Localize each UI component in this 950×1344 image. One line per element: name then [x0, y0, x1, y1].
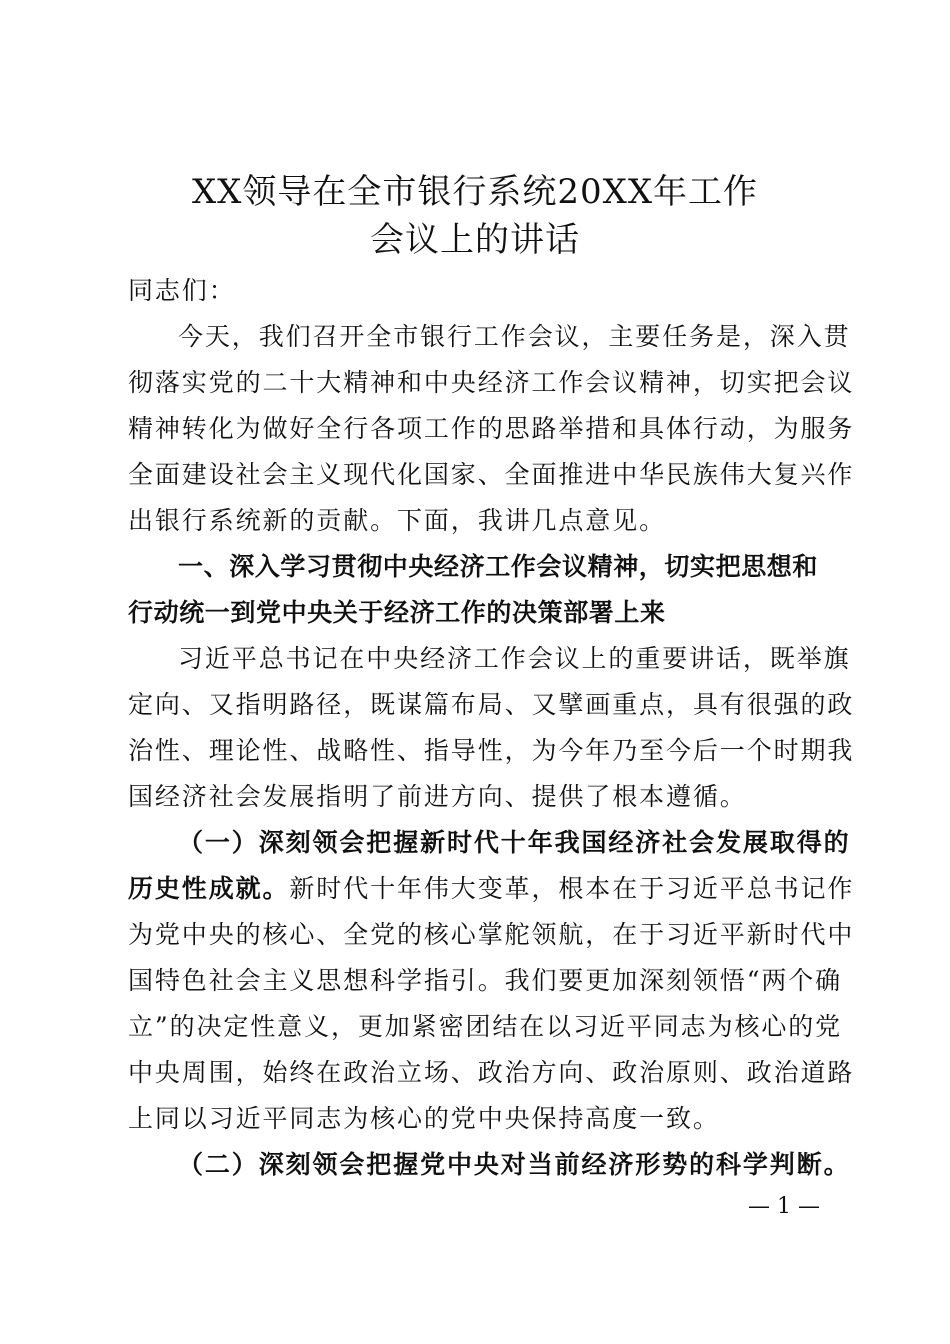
subsection-heading: （二）深刻领会把握党中央对当前经济形势的科学判断。 [178, 1150, 851, 1179]
intro-line: 彻落实党的二十大精神和中央经济工作会议精神，切实把会议 [128, 368, 855, 397]
document-title-line-2: 会议上的讲话 [370, 220, 580, 260]
intro-line: 出银行系统新的贡献。下面，我讲几点意见。 [128, 506, 667, 535]
page-number: — 1 — [748, 1194, 820, 1219]
section-paragraph-line: 治性、理论性、战略性、指导性，为今年乃至今后一个时期我 [128, 736, 855, 765]
section-heading-line: 一、深入学习贯彻中央经济工作会议精神，切实把思想和 [178, 552, 819, 581]
subsection-text: 新时代十年伟大变革，根本在于习近平总书记作 [289, 874, 855, 903]
section-heading-line: 行动统一到党中央关于经济工作的决策部署上来 [128, 598, 666, 627]
subsection-paragraph-line [128, 870, 855, 908]
subsection-heading-tail: 历史性成就。 [128, 874, 290, 903]
subsection-paragraph-line: 中央周围，始终在政治立场、政治方向、政治原则、政治道路 [128, 1058, 855, 1087]
subsection-paragraph-line: 立”的决定性意义，更加紧密团结在以习近平同志为核心的党 [128, 1012, 843, 1041]
section-paragraph-line: 定向、又指明路径，既谋篇布局、又擘画重点，具有很强的政 [128, 690, 855, 719]
subsection-paragraph-line: 为党中央的核心、全党的核心掌舵领航，在于习近平新时代中 [128, 920, 855, 949]
subsection-heading: （一）深刻领会把握新时代十年我国经济社会发展取得的 [178, 828, 851, 857]
intro-line: 精神转化为做好全行各项工作的思路举措和具体行动，为服务 [128, 414, 855, 443]
intro-line: 今天，我们召开全市银行工作会议，主要任务是，深入贯 [178, 322, 851, 351]
section-paragraph-line: 习近平总书记在中央经济工作会议上的重要讲话，既举旗 [178, 644, 851, 673]
subsection-paragraph-line: 上同以习近平同志为核心的党中央保持高度一致。 [128, 1104, 720, 1133]
salutation: 同志们： [128, 276, 236, 305]
subsection-paragraph-line: 国特色社会主义思想科学指引。我们要更加深刻领悟“两个确 [128, 966, 843, 995]
section-paragraph-line: 国经济社会发展指明了前进方向、提供了根本遵循。 [128, 782, 747, 811]
document-title-line-1: XX领导在全市银行系统20XX年工作 [191, 172, 759, 212]
intro-line: 全面建设社会主义现代化国家、全面推进中华民族伟大复兴作 [128, 460, 855, 489]
